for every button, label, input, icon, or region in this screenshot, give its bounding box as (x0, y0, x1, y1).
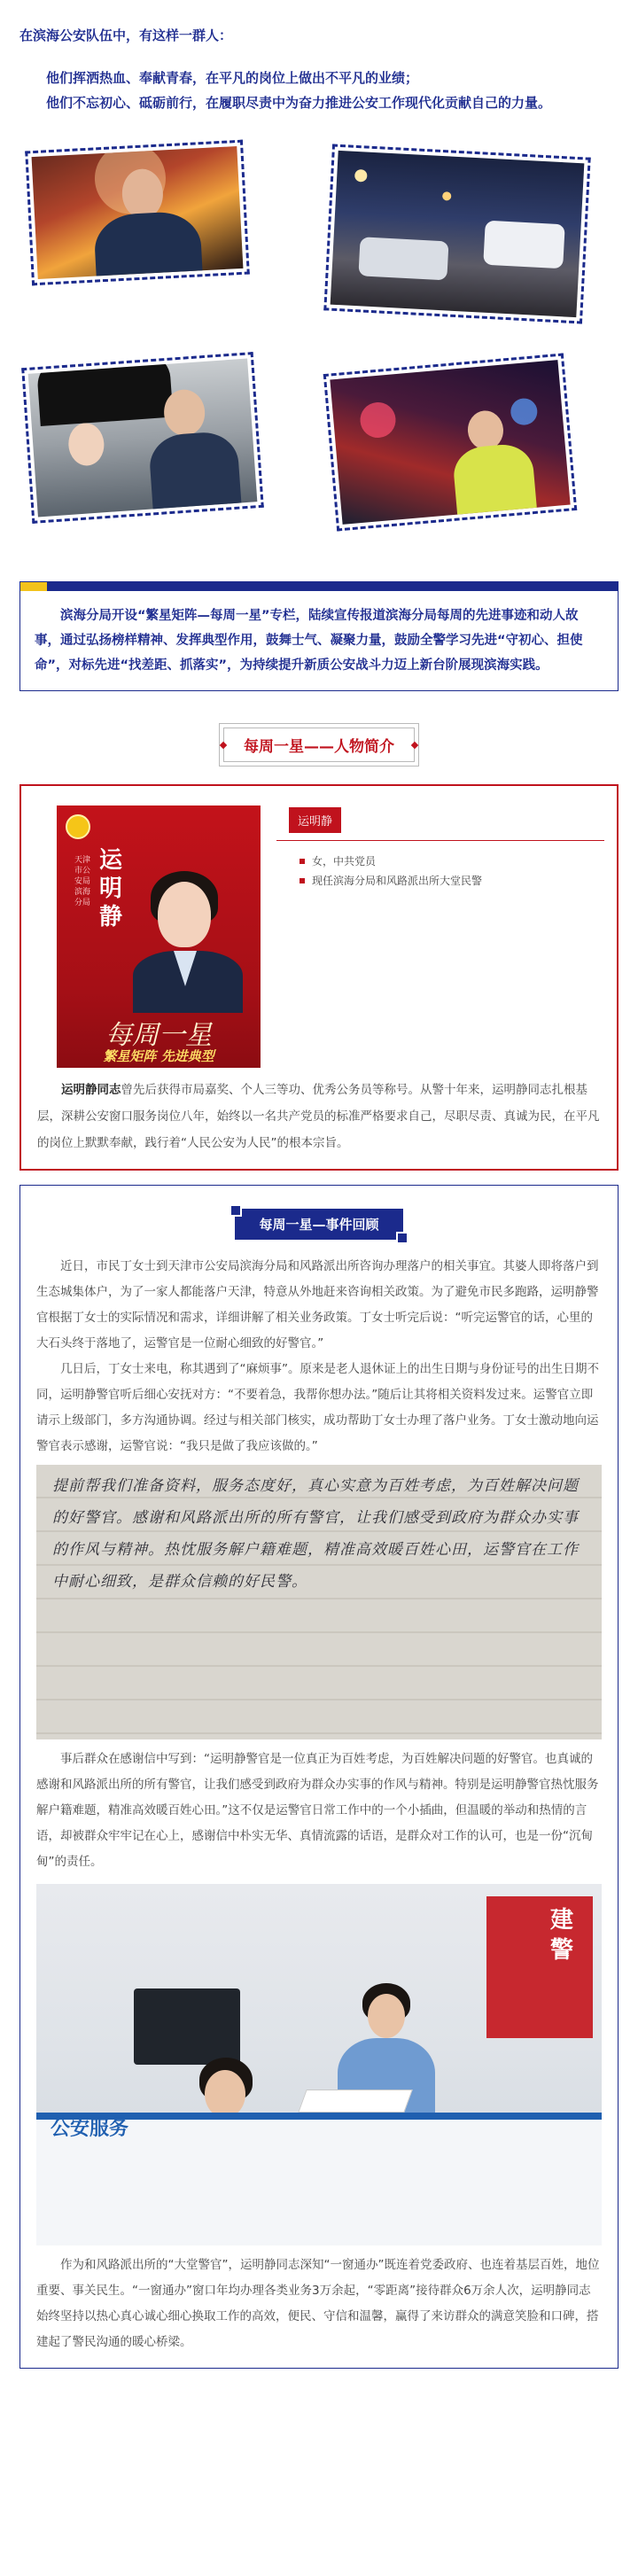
box-top-bar (20, 582, 618, 591)
bio-text: 曾先后获得市局嘉奖、个人三等功、优秀公务员等称号。从警十年来，运明静同志扎根基层，深耕公安窗口服务岗位八年，始终以一名共产党员的标准严格要求自己，尽职尽责、真诚为民，在平凡的岗位上默默奉献，践行着“人民公安为人民”的根本宗旨。 (37, 1083, 600, 1150)
intro-line-1: 他们挥洒热血、奉献青春，在平凡的岗位上做出不平凡的业绩； (46, 70, 419, 86)
profile-header (219, 723, 419, 767)
service-window-photo (36, 1884, 602, 2245)
document-paper (298, 2090, 412, 2113)
diamond-icon (411, 741, 418, 748)
monitor (134, 1988, 240, 2065)
letter-handwriting: 提前帮我们准备资料，服务态度好，真心实意为百姓考虑，为百姓解决问题的好警官。感谢和风路派出所的所有警官，让我们感受到政府为群众办实事的作风与精神。热忱服务解户籍难题，精准高效暖百姓心田，运警官在工作中耐心细致，是群众信赖的好民警。 (52, 1477, 579, 1591)
profile-meta (276, 805, 601, 1077)
event-paragraph-2: 几日后，丁女士来电，称其遇到了“麻烦事”。原来是老人退休证上的出生日期与身份证号的出生日期不同，运明静警官听后细心安抚对方：“不要着急，我帮你想办法。”随后让其将相关资料发过来。运警官立即请示上级部门，多方沟通协调。经过与相关部门核实，成功帮助丁女士办理了落户业务。丁女士激动地向运警官表示感谢，运警官说：“我只是做了我应该做的。” (36, 1362, 599, 1453)
banner-text: 建警 (550, 1907, 574, 1964)
photo-night-patrol (323, 144, 590, 323)
profile-header-wrap (0, 723, 638, 767)
profile-bio (37, 1077, 601, 1156)
photo-collage (0, 135, 638, 560)
photo-officer-portrait (25, 140, 250, 286)
card-slogan-sub: 繁星矩阵 先进典型 (103, 1048, 214, 1064)
photo-umbrella-assist (21, 352, 264, 524)
intro-section (0, 0, 638, 115)
divider (276, 840, 604, 841)
intro-lead: 在滨海公安队伍中，有这样一群人： (19, 27, 233, 43)
profile-header-text: 每周一星——人物简介 (244, 738, 394, 756)
card-vertical-name: 运明静 (98, 847, 122, 930)
profile-fact: 现任滨海分局和风路派出所大堂民警 (300, 871, 601, 891)
event-paragraph-1: 近日，市民丁女士到天津市公安局滨海分局和风路派出所咨询办理落户的相关事宜。其婆人即将落户到生态城集体户，为了一家人都能落户天津，特意从外地赶来咨询相关政策。为了避免市民多跑路，运明静警官根据丁女士的实际情况和需求，详细讲解了相关业务政策。丁女士听完后说：“听完运警官的话，心里的大石头终于落地了，运警官是一位耐心细致的好警官。” (36, 1259, 599, 1350)
diamond-icon (220, 741, 227, 748)
box-corner-tag (20, 582, 47, 591)
police-emblem-icon (66, 814, 90, 839)
profile-name-tag: 运明静 (289, 807, 341, 833)
event-header: 每周一星—事件回顾 (235, 1209, 403, 1240)
photo-traffic-duty (323, 353, 577, 531)
card-slogan-main: 每周一星 (105, 1020, 212, 1051)
card-vertical-desc: 天津市公安局滨海分局 (74, 856, 91, 907)
profile-facts (300, 852, 601, 891)
desk-label: 公安服务 (51, 2118, 129, 2140)
event-paragraph-4: 作为和风路派出所的“大堂警官”，运明静同志深知“一窗通办”既连着党委政府、也连着基层百姓，地位重要、事关民生。“一窗通办”窗口年均办理各类业务3万余起，“零距离”接待群众6万余人次，运明静同志始终坚持以热心真心诚心细心换取工作的高效，便民、守信和温馨，赢得了来访群众的满意笑脸和口碑，搭建起了警民沟通的暖心桥梁。 (36, 2258, 600, 2349)
officer-portrait (126, 859, 250, 1009)
bio-name: 运明静同志 (61, 1083, 121, 1097)
profile-card-image (57, 805, 261, 1068)
thank-you-letter-image (36, 1465, 602, 1739)
profile-box (19, 784, 619, 1171)
intro-line-2: 他们不忘初心、砥砺前行，在履职尽责中为奋力推进公安工作现代化贡献自己的力量。 (46, 95, 552, 111)
column-intro-text: 滨海分局开设“繁星矩阵—每周一星”专栏，陆续宣传报道滨海分局每周的先进事迹和动人故事，通过弘扬榜样精神、发挥典型作用，鼓舞士气、凝聚力量，鼓励全警学习先进“守初心、担使命”，对标先进“找差距、抓落实”，为持续提升新质公安战斗力迈上新台阶展现滨海实践。 (35, 609, 583, 673)
event-box (19, 1185, 619, 2369)
profile-fact: 女，中共党员 (300, 852, 601, 871)
column-intro-box (19, 581, 619, 691)
event-paragraph-3: 事后群众在感谢信中写到：“运明静警官是一位真正为百姓考虑，为百姓解决问题的好警官。也真诚的感谢和风路派出所的所有警官，让我们感受到政府为群众办实事的作风与精神。特别是运明静警官热忱服务解户籍难题，精准高效暖百姓心田。”这不仅是运警官日常工作中的一个小插曲，但温暖的举动和热情的言语，却被群众牢牢记在心上，感谢信中朴实无华、真情流露的话语，是群众对工作的认可，也是一份“沉甸甸”的责任。 (36, 1752, 599, 1869)
